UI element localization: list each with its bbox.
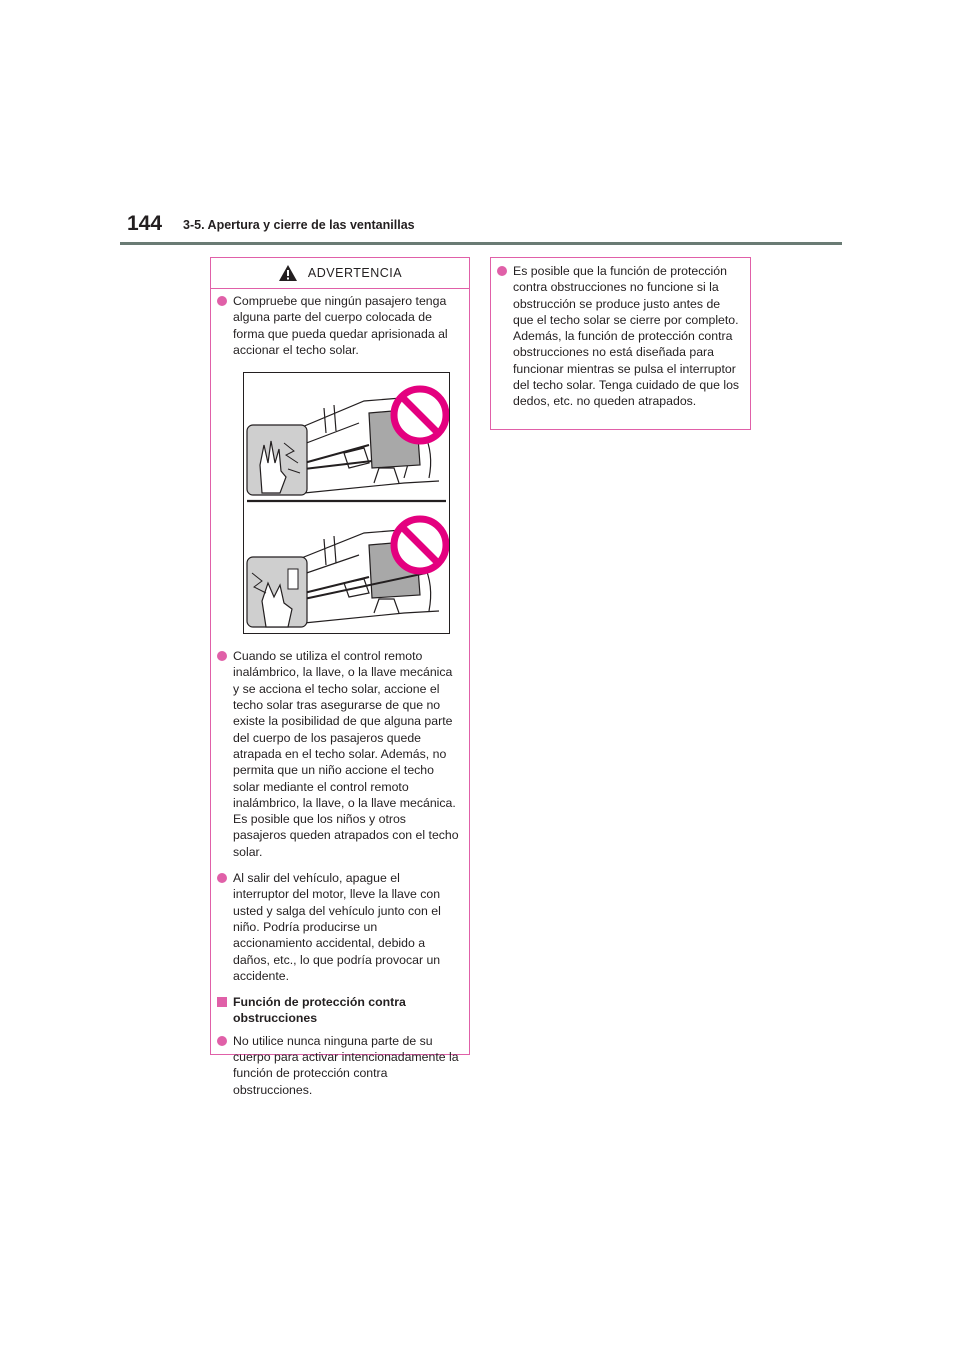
bullet-icon [217, 296, 227, 306]
warning-box-continued [490, 257, 751, 430]
sunroof-illustration [243, 372, 450, 634]
list-item [217, 1033, 459, 1098]
bullet-icon [217, 651, 227, 661]
warning-box [210, 257, 470, 1097]
list-item [217, 870, 459, 984]
warning-title: ADVERTENCIA [307, 266, 403, 280]
bullet-icon [497, 266, 507, 276]
warning-text-4: No utilice nunca ninguna parte de su cuerpo para activar intencionadamente la función de protección contra obstrucciones. [233, 1033, 459, 1097]
warning-header [211, 258, 469, 289]
prohibited-sign-icon [394, 389, 446, 441]
square-bullet-icon [217, 997, 227, 1007]
warning-text-2: Cuando se utiliza el control remoto inalámbrico, la llave, o la llave mecánica y se acciona el techo solar, accione el techo solar tras asegurarse de que no existe la posibilidad de que alguna parte del cuerpo de los pasajeros quede atrapada en el techo solar. Además, no permita que un niño accione el techo solar mediante el control remoto inalámbrico, la llave, o la llave mecánica. Es posible que los niños y otros pasajeros queden atrapados con el techo solar. [233, 649, 459, 859]
page-number: 144 [127, 212, 163, 235]
list-item [497, 263, 740, 410]
warning-text-3: Al salir del vehículo, apague el interruptor del motor, lleve la llave con usted y salga del vehículo junto con el niño. Podría producirse un accionamiento accidental, debido a daños, etc., lo que podría provocar un accidente. [233, 871, 441, 983]
section-title: 3-5. Apertura y cierre de las ventanillas [183, 218, 415, 232]
prohibited-sign-icon [394, 519, 446, 571]
list-item [217, 293, 459, 358]
bullet-icon [217, 1036, 227, 1046]
header-rule [120, 242, 842, 245]
subheading: Función de protección contra obstrucciones [233, 995, 406, 1026]
warning-triangle-icon [278, 264, 298, 282]
bullet-icon [217, 873, 227, 883]
list-item [217, 994, 459, 1027]
warning-text-5: Es posible que la función de protección contra obstrucciones no funcione si la obstrucción se produce justo antes de que el techo solar se cierre por completo. Además, la función de protección contra obstrucciones no está diseñada para funcionar mientras se pulsa el interruptor del techo solar. Tenga cuidado de que los dedos, etc. no queden atrapados. [513, 264, 740, 409]
list-item [217, 648, 459, 860]
warning-text-1: Compruebe que ningún pasajero tenga alguna parte del cuerpo colocada de forma que pueda quedar aprisionada al accionar el techo solar. [233, 294, 448, 357]
